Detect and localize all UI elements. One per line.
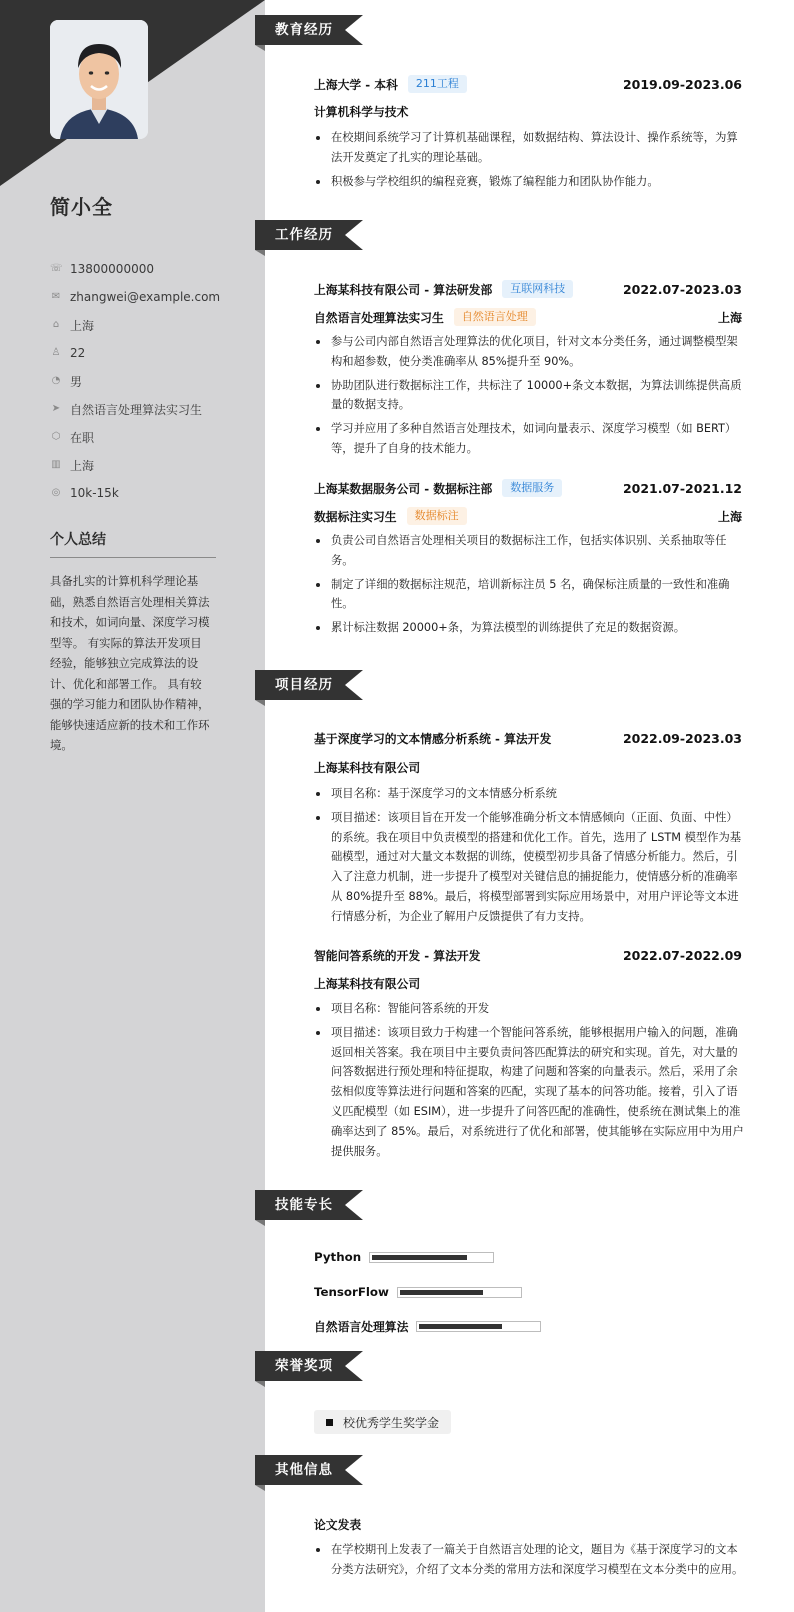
list-item: 协助团队进行数据标注工作，共标注了 10000+条文本数据，为算法训练提供高质量的数据支持。 [314,376,744,416]
skill-bar [369,1252,494,1263]
publication-bullets [314,1540,744,1584]
skill-bar-fill [400,1290,483,1295]
summary-title: 个人总结 [50,529,216,558]
skill-python [314,1250,494,1264]
role-tag: 数据标注 [407,507,467,525]
contact-age: ♙ 22 [51,346,86,360]
project-company: 上海某科技有限公司 [314,761,421,775]
list-item: 在学校期刊上发表了一篇关于自然语言处理的论文，题目为《基于深度学习的文本分类方法研究》，介绍了文本分类的常用方法和深度学习模型在文本分类中的应用。 [314,1540,744,1580]
job-location: 上海 [717,509,742,524]
school-name: 上海大学 - 本科 [314,77,398,92]
school-tag: 211工程 [408,75,467,93]
contact-salary: ◎ 10k-15k [51,486,119,500]
list-item: 制定了详细的数据标注规范，培训新标注员 5 名，确保标注质量的一致性和准确性。 [314,575,744,615]
section-header-projects: 项目经历 [255,670,363,700]
list-item: 项目描述：该项目旨在开发一个能够准确分析文本情感倾向（正面、负面、中性）的系统。我在项目中负责模型的搭建和优化工作。首先，选用了 LSTM 模型作为基础模型，通过对大量文本数据的训练，使模型初步具备了情感分析能力。然后，引入了注意力机制，进一步提升了模型对关键信息的捕捉能力，使情感分析的准确率从 80%提升至 88%。最后，将模型部署到实际应用场景中，对用户评论等文本进行情感分析，为企业了解用户反馈提供了有力支持。 [314,808,744,927]
education-bullets [314,128,744,195]
send-icon: ➤ [51,403,61,414]
project-name: 智能问答系统的开发 - 算法开发 [314,949,481,963]
skill-bar-fill [419,1324,502,1329]
contact-intent: ➤ 自然语言处理算法实习生 [51,402,203,417]
list-item: 项目名称：基于深度学习的文本情感分析系统 [314,784,744,804]
section-header-skills: 技能专长 [255,1190,363,1220]
project-date: 2022.07-2022.09 [622,948,742,963]
job-date: 2022.07-2023.03 [622,281,742,297]
sidebar [0,0,265,1612]
skill-name: 自然语言处理算法 [314,1320,409,1334]
contact-email: ✉ zhangwei@example.com [51,290,221,304]
job-bullets [314,531,744,642]
list-item: 在校期间系统学习了计算机基础课程，如数据结构、算法设计、操作系统等，为算法开发奠定了扎实的理论基础。 [314,128,744,168]
company-name: 上海某数据服务公司 - 数据标注部 [314,481,493,496]
company-name: 上海某科技有限公司 - 算法研发部 [314,282,493,297]
status-icon: ⬡ [51,431,61,442]
project-date: 2022.09-2023.03 [622,731,742,746]
project-name: 基于深度学习的文本情感分析系统 - 算法开发 [314,732,552,746]
contact-work-city: ▥ 上海 [51,458,95,473]
phone-icon: ☏ [50,263,63,274]
section-header-honors: 荣誉奖项 [255,1351,363,1381]
project-company: 上海某科技有限公司 [314,977,421,991]
age-icon: ♙ [51,347,61,358]
building-icon: ▥ [51,459,61,470]
profile-name: 简小全 [50,195,113,219]
mail-icon: ✉ [51,291,61,302]
skill-name: TensorFlow [314,1285,389,1299]
award-item: 校优秀学生奖学金 [314,1410,451,1434]
job-role: 自然语言处理算法实习生 [314,310,444,325]
project-bullets [314,999,744,1165]
square-bullet-icon [326,1419,333,1426]
skill-name: Python [314,1250,362,1264]
contact-city: ⌂ 上海 [50,311,220,339]
project-row [314,730,742,747]
major: 计算机科学与技术 [314,105,409,119]
education-date: 2019.09-2023.06 [622,76,742,92]
skill-nlp [314,1318,541,1335]
job-row [314,280,742,298]
industry-tag: 互联网科技 [502,280,573,298]
section-header-work: 工作经历 [255,220,363,250]
salary-icon: ◎ [51,487,61,498]
list-item: 项目名称：智能问答系统的开发 [314,999,744,1019]
list-item: 项目描述：该项目致力于构建一个智能问答系统，能够根据用户输入的问题，准确返回相关答案。我在项目中主要负责问答匹配算法的研究和实现。首先，对大量的问答数据进行预处理和特征提取，构建了问题和答案的向量表示。然后，采用了余弦相似度等算法进行问题和答案的匹配，实现了基本的问答功能。接着，引入了语义匹配模型（如 ESIM），进一步提升了问答匹配的准确性，使系统在测试集上的准确率达到了 85%。最后，对系统进行了优化和部署，使其能够在实际应用中为用户提供服务。 [314,1023,744,1162]
section-header-education: 教育经历 [255,15,363,45]
education-row [314,75,742,93]
project-row [314,947,742,964]
skill-bar [416,1321,541,1332]
gender-icon: ◔ [51,375,61,386]
section-header-other: 其他信息 [255,1455,363,1485]
skill-tensorflow [314,1285,522,1299]
summary-text: 具备扎实的计算机科学理论基础，熟悉自然语言处理相关算法和技术，如词向量、深度学习模型等。 有实际的算法开发项目经验，能够独立完成算法的设计、优化和部署工作。 具有较强的学习能力和团队协作精神，能够快速适应新的技术和工作环境。 [50,574,210,752]
list-item: 学习并应用了多种自然语言处理技术，如词向量表示、深度学习模型（如 BERT）等，提升了自身的技术能力。 [314,419,744,459]
contact-gender: ◔ 男 [51,374,83,389]
publication-title: 论文发表 [314,1518,362,1532]
role-row [314,507,742,525]
skill-bar-fill [372,1255,467,1260]
home-icon: ⌂ [52,319,60,330]
job-row [314,479,742,497]
list-item: 累计标注数据 20000+条，为算法模型的训练提供了充足的数据资源。 [314,618,744,638]
project-bullets [314,784,744,931]
contact-status: ⬡ 在职 [51,430,95,445]
job-date: 2021.07-2021.12 [622,480,742,496]
role-row [314,308,742,326]
contact-list [50,255,220,507]
list-item: 积极参与学校组织的编程竞赛，锻炼了编程能力和团队协作能力。 [314,172,744,192]
list-item: 负责公司自然语言处理相关项目的数据标注工作，包括实体识别、关系抽取等任务。 [314,531,744,571]
job-location: 上海 [717,310,742,325]
avatar [50,20,148,139]
skill-bar [397,1287,522,1298]
industry-tag: 数据服务 [502,479,562,497]
list-item: 参与公司内部自然语言处理算法的优化项目，针对文本分类任务，通过调整模型架构和超参数，使分类准确率从 85%提升至 90%。 [314,332,744,372]
contact-phone: ☏ 13800000000 [50,262,154,276]
job-role: 数据标注实习生 [314,509,397,524]
role-tag: 自然语言处理 [454,308,536,326]
job-bullets [314,332,744,463]
